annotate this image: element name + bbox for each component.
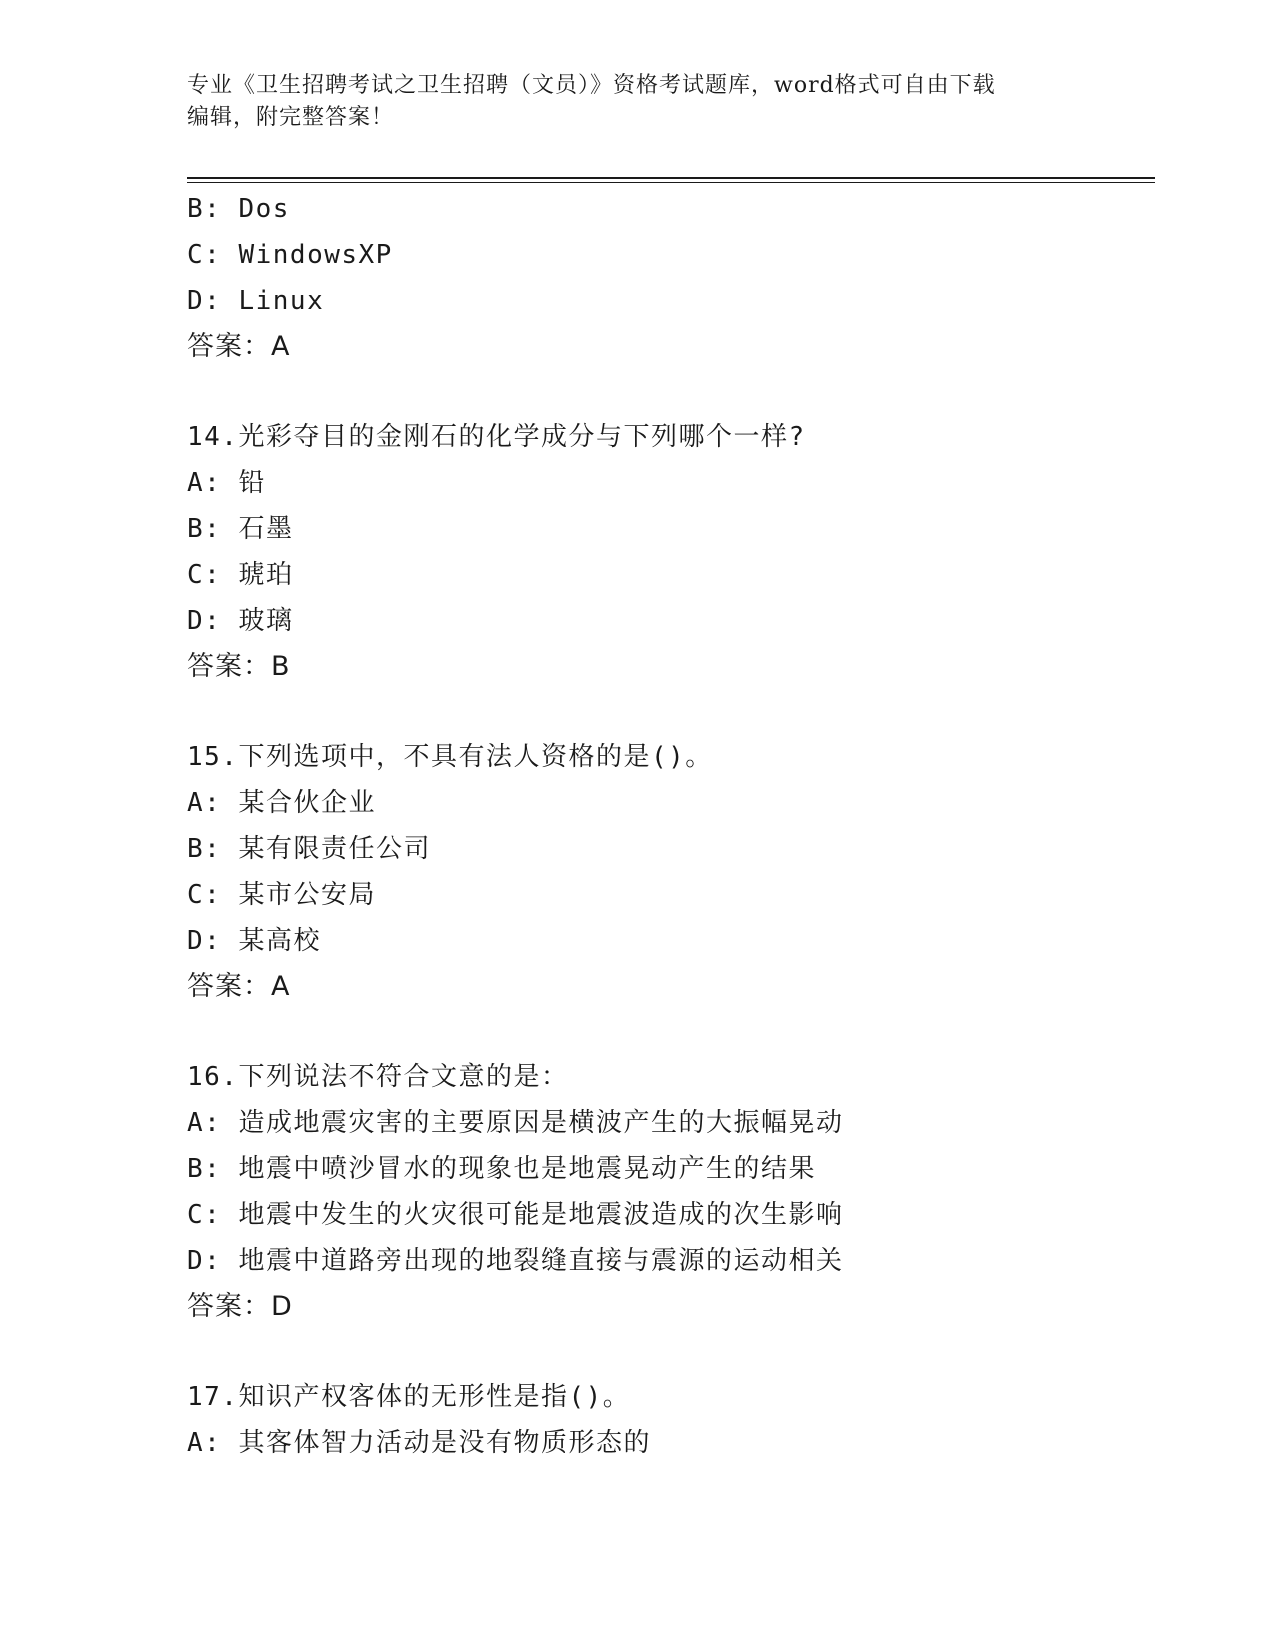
question-list — [187, 186, 1155, 1466]
question-stem: 16.下列说法不符合文意的是： — [187, 1062, 569, 1092]
option-c: C: 某市公安局 — [187, 880, 376, 910]
option-d: D: 地震中道路旁出现的地裂缝直接与震源的运动相关 — [187, 1246, 844, 1276]
question-stem: 17.知识产权客体的无形性是指()。 — [187, 1382, 631, 1412]
option-b: B: 地震中喷沙冒水的现象也是地震晃动产生的结果 — [187, 1154, 816, 1184]
question-15 — [187, 734, 1155, 1010]
option-c: C: 地震中发生的火灾很可能是地震波造成的次生影响 — [187, 1200, 844, 1230]
answer-line: 答案：B — [187, 651, 291, 682]
option-d: D: Linux — [187, 286, 325, 316]
option-b: B: Dos — [187, 194, 290, 224]
option-d: D: 玻璃 — [187, 606, 294, 636]
option-b: B: 某有限责任公司 — [187, 834, 431, 864]
option-a: A: 造成地震灾害的主要原因是横波产生的大振幅晃动 — [187, 1108, 844, 1138]
question-14 — [187, 414, 1155, 690]
header-rule-thin — [187, 182, 1155, 183]
question-13-continued — [187, 186, 1155, 370]
header-line-1: 专业《卫生招聘考试之卫生招聘（文员）》资格考试题库，word格式可自由下载 — [187, 73, 996, 98]
document-header — [187, 70, 1087, 134]
question-17 — [187, 1374, 1155, 1466]
option-c: C: WindowsXP — [187, 240, 393, 270]
option-c: C: 琥珀 — [187, 560, 294, 590]
option-b: B: 石墨 — [187, 514, 294, 544]
answer-line: 答案：A — [187, 971, 291, 1002]
answer-line: 答案：A — [187, 331, 291, 362]
header-rule-thick — [187, 177, 1155, 179]
option-a: A: 铅 — [187, 468, 266, 498]
option-a: A: 某合伙企业 — [187, 788, 376, 818]
option-a: A: 其客体智力活动是没有物质形态的 — [187, 1428, 651, 1458]
header-line-2: 编辑，附完整答案！ — [187, 105, 395, 130]
option-d: D: 某高校 — [187, 926, 321, 956]
question-16 — [187, 1054, 1155, 1330]
answer-line: 答案：D — [187, 1291, 293, 1322]
question-stem: 14.光彩夺目的金刚石的化学成分与下列哪个一样? — [187, 422, 806, 452]
question-stem: 15.下列选项中，不具有法人资格的是()。 — [187, 742, 713, 772]
